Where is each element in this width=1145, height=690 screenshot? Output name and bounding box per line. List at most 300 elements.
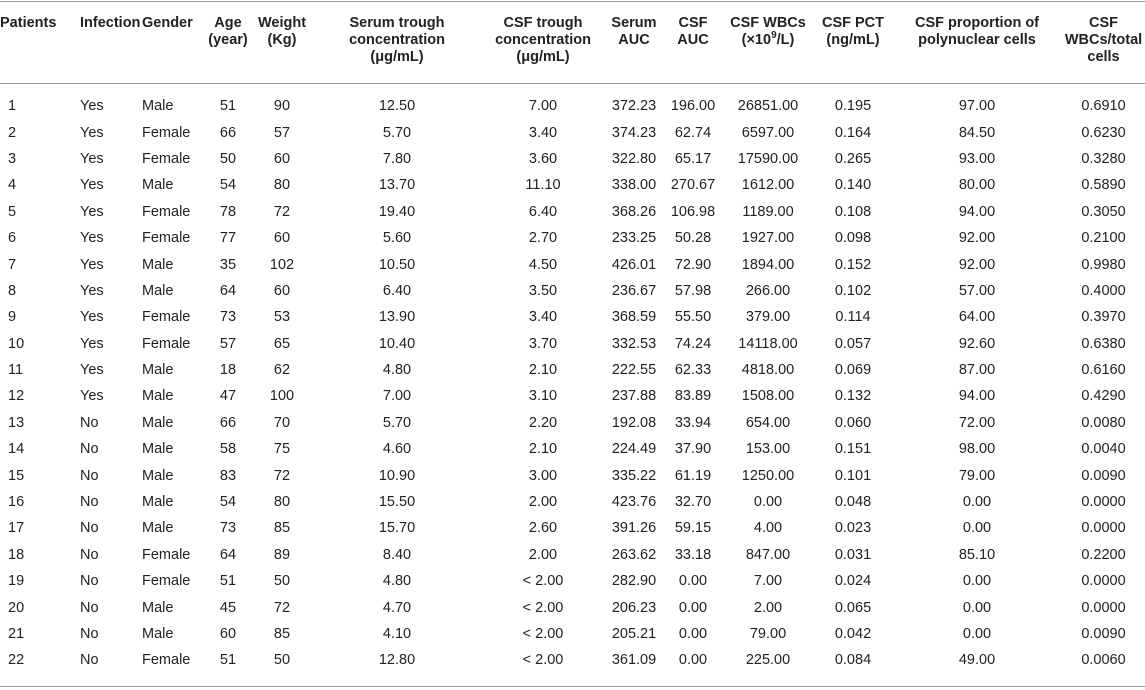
cell-csf-polynuclear: 0.00 [962,599,992,616]
cell-csf-wbc-ratio: 0.0000 [1081,520,1126,537]
cell-csf-wbcs: 17590.00 [737,150,799,167]
cell-csf-trough: 3.50 [528,282,558,299]
cell-csf-trough: 2.70 [528,230,558,247]
bottom-rule [0,686,1145,687]
cell-csf-polynuclear: 84.50 [958,124,996,141]
table-body [0,83,1145,674]
cell-csf-wbc-ratio: 0.6230 [1081,124,1126,141]
cell-csf-polynuclear: 93.00 [958,150,996,167]
header-csf-trough: CSF trough concentration (μg/mL) [495,15,591,65]
cell-gender: Male [142,362,174,379]
cell-csf-trough: < 2.00 [522,599,564,616]
table-row [0,146,1145,172]
cell-csf-pct: 0.023 [834,520,872,537]
cell-csf-trough: 3.00 [528,467,558,484]
cell-gender: Female [142,309,191,326]
cell-serum-auc: 224.49 [611,441,657,458]
cell-csf-pct: 0.140 [834,177,872,194]
cell-csf-wbc-ratio: 0.4290 [1081,388,1126,405]
cell-infection: No [80,652,99,669]
cell-csf-auc: 0.00 [678,573,708,590]
cell-gender: Female [142,652,191,669]
cell-infection: Yes [80,388,104,405]
cell-csf-trough: 3.10 [528,388,558,405]
cell-csf-auc: 50.28 [674,230,712,247]
cell-csf-wbcs: 266.00 [745,282,791,299]
cell-csf-polynuclear: 94.00 [958,388,996,405]
cell-patient: 22 [8,652,25,669]
table-row [0,199,1145,225]
table-row [0,331,1145,357]
cell-infection: No [80,520,99,537]
cell-csf-auc: 0.00 [678,652,708,669]
cell-csf-pct: 0.102 [834,282,872,299]
cell-weight: 72 [273,599,291,616]
cell-serum-trough: 4.70 [382,599,412,616]
cell-csf-pct: 0.069 [834,362,872,379]
cell-csf-wbcs: 1189.00 [742,203,794,220]
cell-csf-polynuclear: 0.00 [962,573,992,590]
cell-serum-auc: 374.23 [611,124,657,141]
cell-serum-auc: 332.53 [611,335,657,352]
cell-csf-wbc-ratio: 0.3280 [1081,150,1126,167]
cell-age: 60 [219,626,237,642]
cell-serum-trough: 12.80 [378,652,416,669]
cell-gender: Female [142,573,191,590]
cell-weight: 60 [273,150,291,167]
cell-age: 64 [219,282,237,299]
cell-infection: Yes [80,98,104,115]
cell-csf-wbc-ratio: 0.3050 [1081,203,1126,220]
cell-weight: 62 [273,362,291,379]
table-row [0,304,1145,330]
cell-csf-trough: 2.20 [528,414,558,431]
cell-csf-wbc-ratio: 0.2100 [1081,230,1126,247]
cell-serum-trough: 4.10 [382,626,412,642]
cell-csf-auc: 106.98 [670,203,716,220]
cell-gender: Male [142,494,174,511]
cell-age: 78 [219,203,237,220]
table-row [0,647,1145,673]
cell-weight: 100 [269,388,295,405]
cell-gender: Male [142,177,174,194]
cell-patient: 4 [8,177,17,194]
cell-patient: 18 [8,546,25,563]
cell-csf-polynuclear: 98.00 [958,441,996,458]
cell-gender: Male [142,520,174,537]
cell-gender: Male [142,626,174,642]
cell-weight: 89 [273,546,291,563]
cell-csf-pct: 0.042 [834,626,872,642]
cell-csf-polynuclear: 57.00 [958,282,996,299]
cell-csf-wbcs: 1250.00 [741,467,795,484]
cell-serum-auc: 423.76 [611,494,657,511]
cell-serum-auc: 205.21 [611,626,657,642]
table-row [0,515,1145,541]
cell-csf-auc: 33.18 [674,546,712,563]
cell-csf-polynuclear: 92.00 [958,256,996,273]
cell-csf-polynuclear: 92.60 [958,335,996,352]
cell-infection: Yes [80,309,104,326]
cell-csf-polynuclear: 97.00 [958,98,996,115]
cell-csf-wbcs: 1508.00 [741,388,795,405]
table-row [0,568,1145,594]
cell-weight: 70 [273,414,291,431]
cell-weight: 80 [273,177,291,194]
cell-csf-auc: 33.94 [674,414,712,431]
cell-csf-polynuclear: 92.00 [958,230,996,247]
cell-csf-wbc-ratio: 0.5890 [1081,177,1126,194]
cell-csf-polynuclear: 94.00 [958,203,996,220]
cell-csf-wbcs: 1927.00 [741,230,795,247]
cell-serum-trough: 10.90 [378,467,416,484]
cell-csf-pct: 0.031 [834,546,872,563]
cell-csf-polynuclear: 79.00 [958,467,996,484]
cell-csf-pct: 0.164 [834,124,872,141]
cell-weight: 57 [273,124,291,141]
cell-serum-trough: 4.80 [382,573,412,590]
cell-infection: No [80,441,99,458]
cell-weight: 60 [273,282,291,299]
cell-csf-wbc-ratio: 0.0090 [1081,626,1126,642]
header-csf-auc: CSF AUC [677,15,709,48]
cell-csf-auc: 61.19 [674,467,712,484]
cell-serum-trough: 19.40 [378,203,416,220]
cell-weight: 90 [273,98,291,115]
cell-csf-trough: 2.10 [528,362,558,379]
cell-csf-pct: 0.152 [834,256,872,273]
cell-csf-pct: 0.108 [834,203,872,220]
patient-table [0,2,1145,674]
cell-csf-pct: 0.057 [834,335,872,352]
header-row [0,2,1145,83]
cell-age: 54 [219,177,237,194]
cell-age: 57 [219,335,237,352]
cell-gender: Male [142,98,174,115]
cell-csf-wbcs: 225.00 [745,652,791,669]
cell-serum-auc: 322.80 [611,150,657,167]
cell-csf-pct: 0.060 [834,414,872,431]
cell-patient: 16 [8,494,25,511]
cell-csf-auc: 57.98 [674,282,712,299]
cell-infection: No [80,467,99,484]
cell-age: 58 [219,441,237,458]
cell-csf-auc: 62.33 [674,362,712,379]
cell-csf-trough: 3.40 [528,124,558,141]
cell-age: 51 [219,573,237,590]
cell-patient: 20 [8,599,25,616]
cell-csf-auc: 270.67 [670,177,716,194]
cell-csf-wbcs: 7.00 [753,573,783,590]
cell-csf-trough: 2.10 [528,441,558,458]
cell-serum-auc: 368.59 [611,309,657,326]
table-row [0,383,1145,409]
cell-infection: Yes [80,282,104,299]
cell-csf-wbcs: 4.00 [753,520,783,537]
cell-csf-wbcs: 2.00 [753,599,783,616]
cell-csf-wbc-ratio: 0.3970 [1081,309,1126,326]
table-row [0,251,1145,277]
cell-serum-trough: 15.70 [378,520,416,537]
cell-gender: Female [142,150,191,167]
cell-csf-trough: < 2.00 [522,573,564,590]
cell-age: 83 [219,467,237,484]
cell-infection: Yes [80,150,104,167]
cell-csf-wbcs: 654.00 [745,414,791,431]
cell-patient: 17 [8,520,25,537]
cell-patient: 11 [8,362,24,379]
cell-infection: No [80,494,99,511]
cell-serum-auc: 335.22 [611,467,657,484]
cell-csf-pct: 0.151 [834,441,872,458]
cell-weight: 85 [273,626,291,642]
cell-csf-wbcs: 379.00 [745,309,791,326]
cell-patient: 14 [8,441,25,458]
header-csf-polynuclear: CSF proportion of polynuclear cells [914,15,1040,48]
cell-age: 66 [219,414,237,431]
table-row [0,83,1145,119]
cell-csf-wbc-ratio: 0.4000 [1081,282,1126,299]
cell-serum-trough: 10.40 [378,335,416,352]
cell-weight: 53 [273,309,291,326]
table-row [0,489,1145,515]
cell-serum-trough: 8.40 [382,546,412,563]
cell-patient: 7 [8,256,17,273]
header-patients: Patients [0,15,57,31]
cell-csf-pct: 0.265 [834,150,872,167]
cell-csf-wbcs: 1612.00 [741,177,795,194]
table-row [0,119,1145,145]
cell-serum-auc: 237.88 [611,388,657,405]
cell-csf-wbcs: 1894.00 [741,256,795,273]
cell-csf-pct: 0.098 [834,230,872,247]
cell-patient: 10 [8,335,25,352]
cell-csf-wbcs: 153.00 [745,441,791,458]
cell-infection: Yes [80,124,104,141]
cell-csf-pct: 0.024 [834,573,872,590]
cell-serum-auc: 206.23 [611,599,657,616]
table-row [0,357,1145,383]
cell-patient: 15 [8,467,25,484]
cell-serum-trough: 13.90 [378,309,416,326]
cell-csf-auc: 59.15 [674,520,712,537]
cell-csf-wbc-ratio: 0.6910 [1081,98,1126,115]
table-row [0,621,1145,647]
cell-csf-wbc-ratio: 0.6380 [1081,335,1126,352]
cell-age: 51 [219,98,237,115]
cell-csf-auc: 0.00 [678,599,708,616]
cell-csf-wbcs: 0.00 [753,494,783,511]
cell-weight: 50 [273,573,291,590]
cell-csf-trough: < 2.00 [522,652,564,669]
table-row [0,594,1145,620]
cell-csf-wbc-ratio: 0.0000 [1081,573,1126,590]
cell-age: 50 [219,150,237,167]
cell-age: 51 [219,652,237,669]
cell-csf-wbcs: 79.00 [749,626,787,642]
cell-gender: Female [142,546,191,563]
cell-gender: Male [142,599,174,616]
cell-age: 73 [219,520,237,537]
cell-csf-polynuclear: 0.00 [962,626,992,642]
cell-serum-auc: 263.62 [611,546,657,563]
cell-age: 64 [219,546,237,563]
cell-weight: 85 [273,520,291,537]
cell-serum-trough: 5.70 [382,124,412,141]
cell-weight: 50 [273,652,291,669]
cell-csf-wbc-ratio: 0.0040 [1081,441,1126,458]
cell-csf-polynuclear: 72.00 [958,414,996,431]
cell-csf-auc: 196.00 [670,98,716,115]
cell-serum-trough: 12.50 [378,98,416,115]
cell-serum-auc: 372.23 [611,98,657,115]
cell-csf-wbc-ratio: 0.9980 [1081,256,1126,273]
cell-csf-trough: 3.60 [528,150,558,167]
cell-serum-auc: 426.01 [611,256,657,273]
cell-csf-wbc-ratio: 0.0080 [1081,414,1126,431]
table-row [0,172,1145,198]
cell-patient: 9 [8,309,17,326]
header-csf-pct: CSF PCT (ng/mL) [821,15,885,48]
cell-csf-wbc-ratio: 0.0060 [1081,652,1126,669]
cell-serum-auc: 368.26 [611,203,657,220]
cell-infection: Yes [80,230,104,247]
cell-gender: Male [142,256,174,273]
cell-weight: 80 [273,494,291,511]
cell-gender: Female [142,230,191,247]
cell-csf-wbcs: 6597.00 [741,124,795,141]
cell-serum-auc: 236.67 [611,282,657,299]
header-serum-trough: Serum trough concentration (μg/mL) [349,15,445,65]
cell-patient: 19 [8,573,25,590]
header-gender: Gender [142,15,193,31]
cell-infection: No [80,414,99,431]
cell-weight: 65 [273,335,291,352]
cell-csf-pct: 0.132 [834,388,872,405]
cell-serum-auc: 233.25 [611,230,657,247]
cell-patient: 5 [8,203,17,220]
cell-weight: 72 [273,203,291,220]
cell-gender: Male [142,388,174,405]
cell-csf-auc: 65.17 [674,150,712,167]
cell-csf-pct: 0.195 [834,98,872,115]
cell-infection: Yes [80,256,104,273]
cell-gender: Male [142,467,174,484]
header-infection: Infection [80,15,141,31]
cell-serum-trough: 4.60 [382,441,412,458]
header-age: Age (year) [208,15,248,48]
cell-weight: 60 [273,230,291,247]
table-row [0,278,1145,304]
cell-csf-wbcs: 26851.00 [737,98,799,115]
cell-gender: Female [142,335,191,352]
cell-infection: Yes [80,203,104,220]
cell-age: 47 [219,388,237,405]
header-weight: Weight (Kg) [257,15,307,48]
cell-age: 66 [219,124,237,141]
cell-csf-pct: 0.065 [834,599,872,616]
cell-age: 45 [219,599,237,616]
cell-age: 77 [219,230,237,247]
cell-csf-auc: 83.89 [674,388,712,405]
table-row [0,542,1145,568]
cell-patient: 6 [8,230,17,247]
cell-gender: Male [142,441,174,458]
cell-csf-polynuclear: 0.00 [962,494,992,511]
cell-age: 18 [219,362,237,379]
cell-csf-auc: 74.24 [674,335,712,352]
cell-serum-auc: 222.55 [611,362,657,379]
cell-gender: Male [142,282,174,299]
cell-weight: 102 [269,256,295,273]
cell-csf-auc: 55.50 [674,309,712,326]
cell-csf-polynuclear: 64.00 [958,309,996,326]
cell-serum-auc: 361.09 [611,652,657,669]
cell-csf-trough: < 2.00 [522,626,564,642]
cell-infection: No [80,573,99,590]
table-row [0,436,1145,462]
cell-csf-wbc-ratio: 0.6160 [1081,362,1126,379]
cell-csf-trough: 6.40 [528,203,558,220]
cell-csf-auc: 37.90 [674,441,712,458]
cell-infection: No [80,626,99,642]
header-csf-wbcs: CSF WBCs $(\times 10^9/L)$ [730,15,806,48]
cell-serum-trough: 7.80 [382,150,412,167]
cell-csf-trough: 2.00 [528,546,558,563]
cell-age: 73 [219,309,237,326]
cell-patient: 13 [8,414,25,431]
cell-csf-polynuclear: 49.00 [958,652,996,669]
cell-patient: 12 [8,388,25,405]
cell-csf-trough: 3.40 [528,309,558,326]
cell-weight: 75 [273,441,291,458]
cell-serum-trough: 15.50 [378,494,416,511]
table-row [0,462,1145,488]
cell-csf-wbc-ratio: 0.0000 [1081,494,1126,511]
cell-csf-trough: 7.00 [528,98,558,115]
cell-csf-wbcs: 4818.00 [741,362,795,379]
cell-serum-trough: 10.50 [378,256,416,273]
cell-serum-trough: 7.00 [382,388,412,405]
cell-serum-auc: 192.08 [611,414,657,431]
cell-patient: 8 [8,282,17,299]
table-row [0,410,1145,436]
header-csf-wbc-ratio: CSF WBCs/total cells [1064,15,1143,65]
cell-age: 54 [219,494,237,511]
cell-patient: 3 [8,150,17,167]
cell-serum-trough: 5.60 [382,230,412,247]
cell-gender: Female [142,203,191,220]
cell-csf-auc: 0.00 [678,626,708,642]
cell-weight: 72 [273,467,291,484]
cell-age: 35 [219,256,237,273]
cell-patient: 21 [8,626,25,642]
cell-csf-pct: 0.101 [834,467,872,484]
cell-csf-wbcs: 14118.00 [738,335,798,352]
cell-csf-auc: 72.90 [674,256,712,273]
cell-serum-trough: 4.80 [382,362,412,379]
cell-gender: Male [142,414,174,431]
cell-csf-wbcs: 847.00 [745,546,791,563]
cell-csf-trough: 2.00 [528,494,558,511]
header-serum-auc: Serum AUC [611,15,657,48]
cell-csf-polynuclear: 87.00 [958,362,996,379]
cell-csf-trough: 3.70 [528,335,558,352]
cell-csf-polynuclear: 80.00 [958,177,996,194]
cell-serum-trough: 13.70 [378,177,416,194]
cell-csf-auc: 32.70 [674,494,712,511]
cell-serum-trough: 5.70 [382,414,412,431]
